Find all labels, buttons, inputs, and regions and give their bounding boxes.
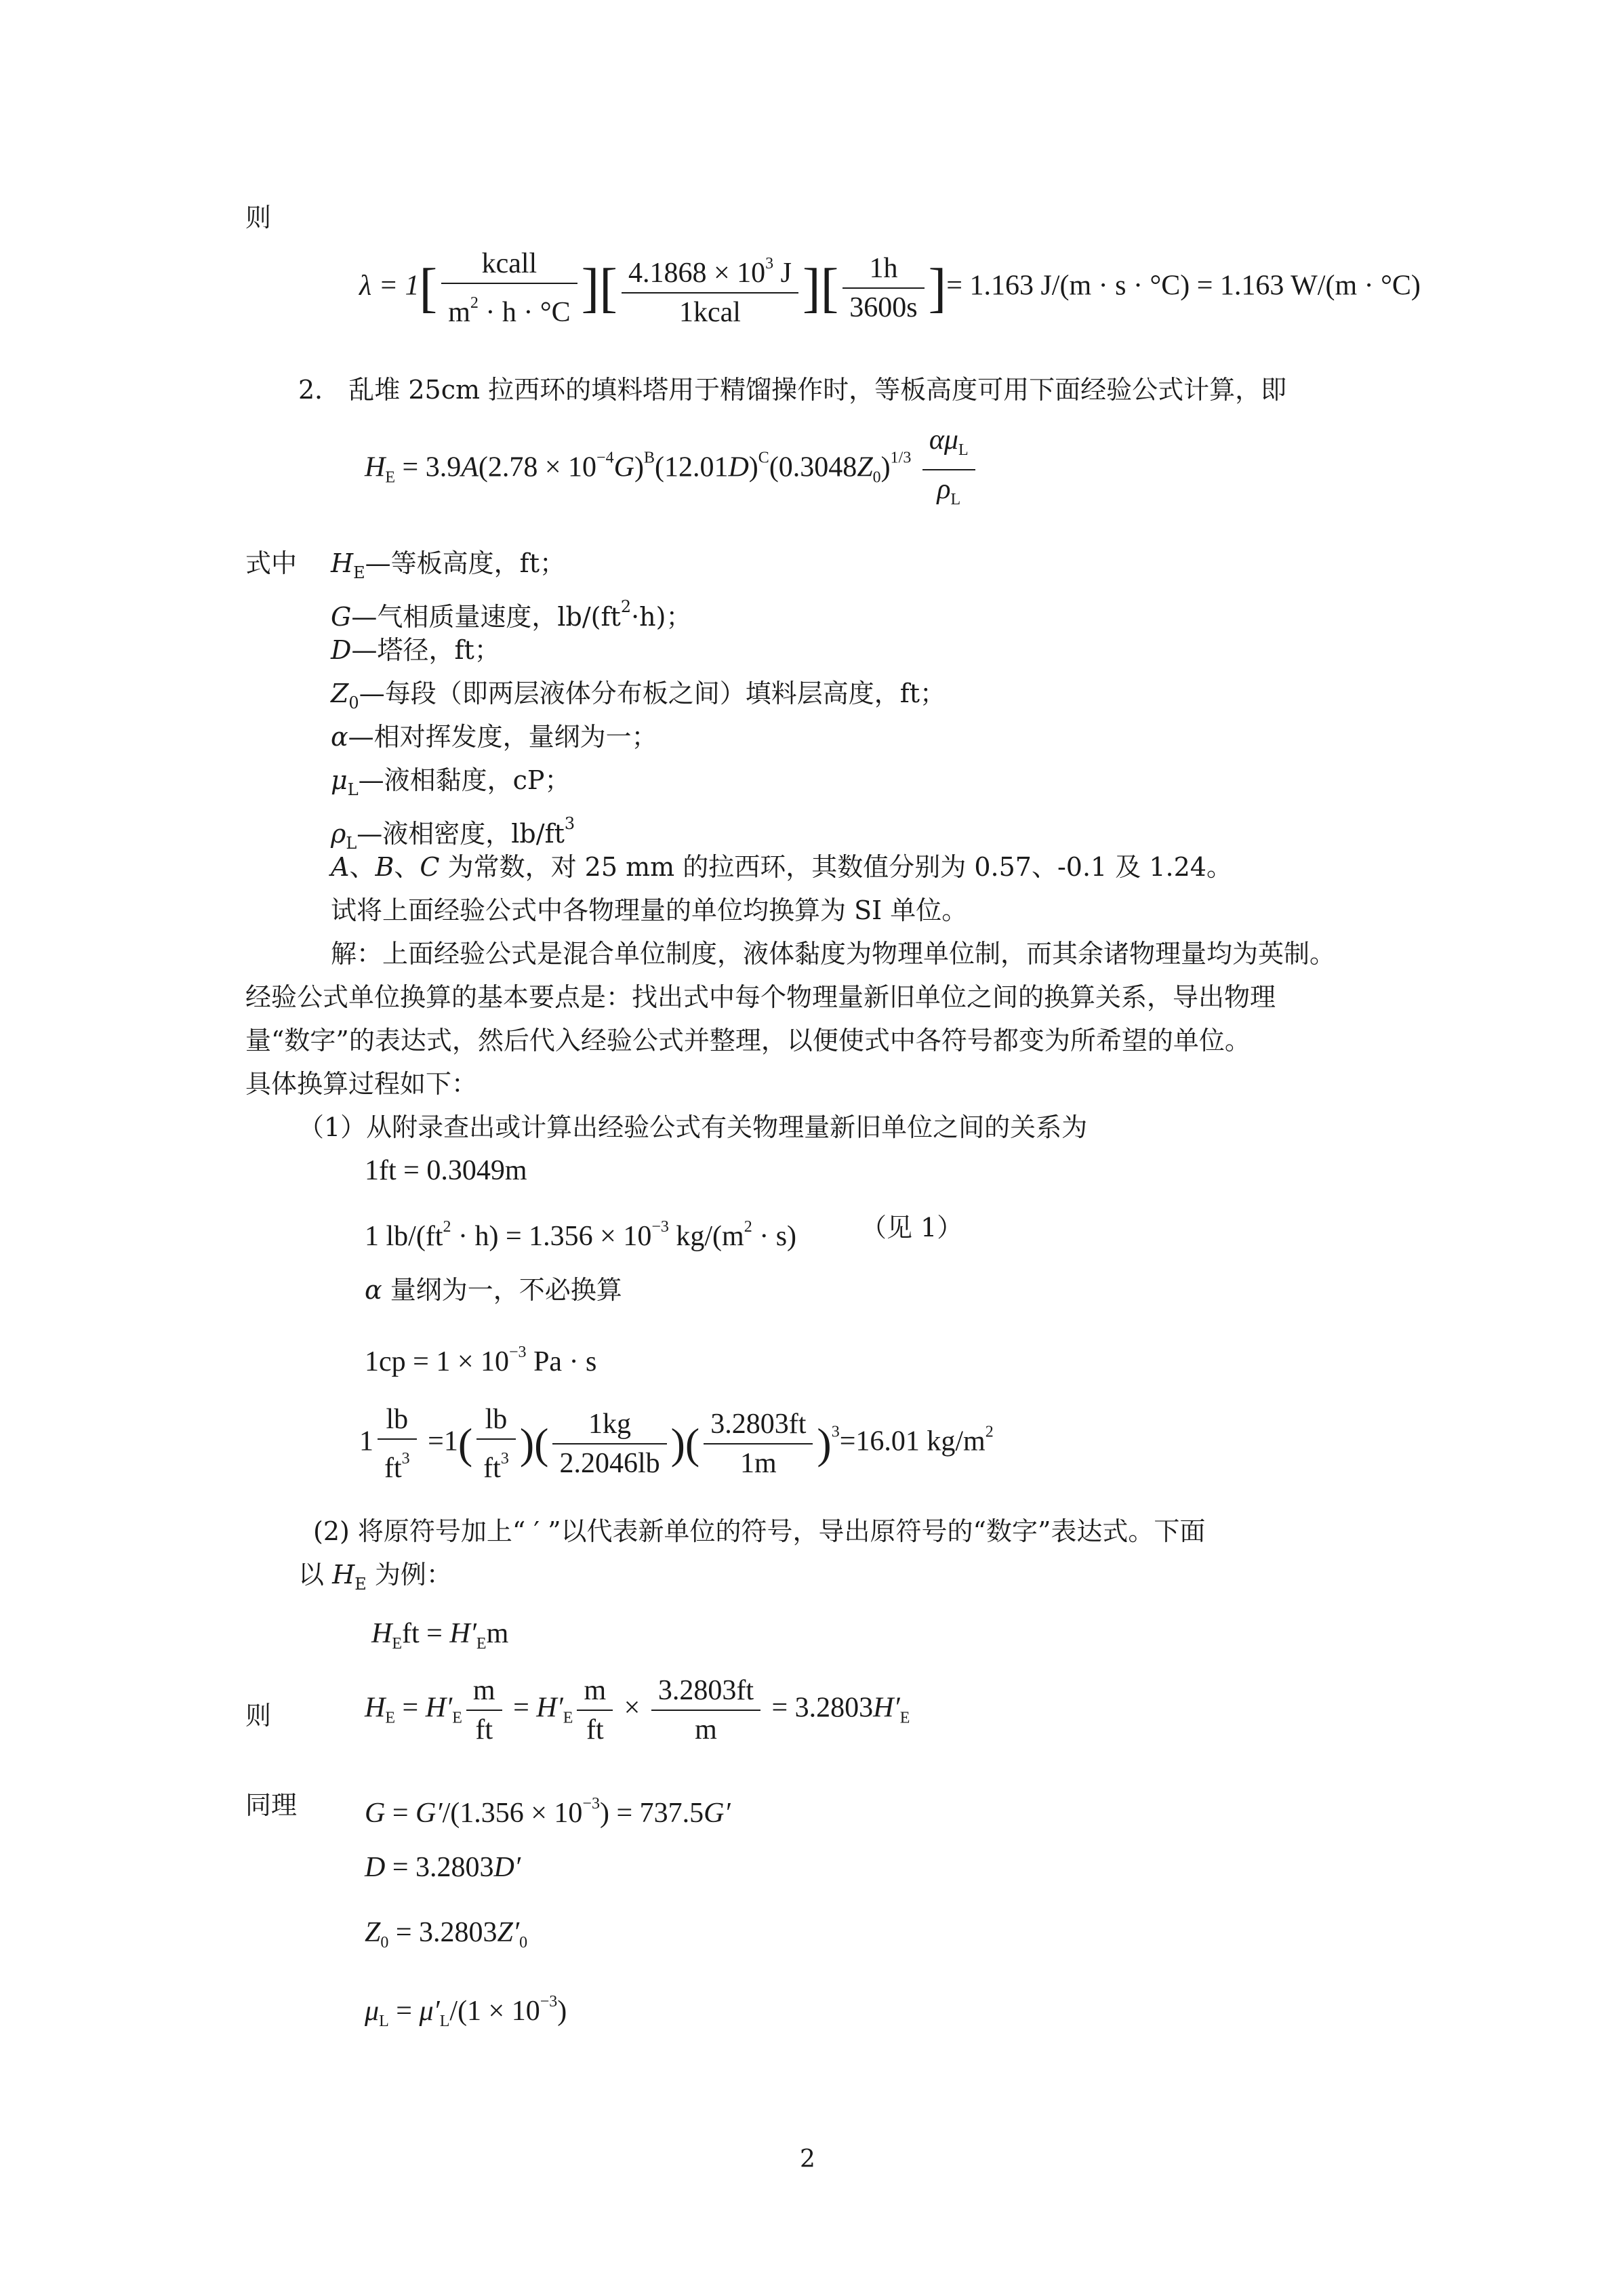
def-he: $H_E—$等板高度，ft； (331, 548, 566, 582)
def-d: D—塔径，ft； (331, 635, 500, 665)
step-2-line-1: (2) 将原符号加上“ ′ ”以代表新单位的符号，导出原符号的“数字”表达式。下面 (313, 1516, 1206, 1546)
eq-he-ft: $H_Eft = H'_Em$ (371, 1618, 509, 1653)
solution-line-3: 量“数字”的表达式，然后代入经验公式并整理，以便使式中各符号都变为所希望的单位。 (245, 1026, 1251, 1055)
def-rho: $\rho_L—$液相密度，$lb/ft^3$ (331, 814, 575, 853)
conv-viscosity: $1cp = 1 \times 10^{-3}$ Pa · s (365, 1343, 597, 1377)
solution-line-2: 经验公式单位换算的基本要点是：找出式中每个物理量新旧单位之间的换算关系，导出物理 (245, 982, 1276, 1012)
constants-abc: A、B、C 为常数，对 25 mm 的拉西环，其数值分别为 0.57、-0.1 及 1.24。 (331, 852, 1232, 882)
eq1-lhs: λ = 1 (359, 270, 420, 302)
def-mu: $\mu_L—$液相黏度，cP； (331, 765, 571, 799)
page-number: 2 (800, 2145, 815, 2173)
conv-alpha: α 量纲为一，不必换算 (365, 1275, 622, 1305)
conv-note: （见 1） (861, 1213, 963, 1242)
eq-he-conversion: $H_E = H'_E$ $\frac{m}{ft}$ = $H'_E$ $\frac{m}{ft}$ × $\frac{3.2803ft}{m}$ = $3.2803H'_E$ (365, 1675, 910, 1745)
eq-g: $G = G'/(1.356 \times 10^{-3}) = 737.5G'$ (365, 1795, 731, 1829)
label-ze-top: 则 (245, 203, 272, 233)
equation-hetp: $H_E = 3.9A(2.78 \times 10^{-4}G)^B(12.01D)^C(0.3048Z_0)^{1/3}$ $\frac{\alpha\mu_L}{\rho_L}$ (365, 424, 979, 516)
step-2-line-2: 以 $H_E$ 为例： (298, 1560, 452, 1594)
step-1-heading: （1）从附录查出或计算出经验公式有关物理量新旧单位之间的关系为 (298, 1112, 1088, 1142)
conv-density: 1 $\frac{lb}{ft^3}$ =1( $\frac{lb}{ft^3}$ )( $\frac{1kg}{2.2046lb}$ )( $\frac{3.2803ft}{1m}$ )$^3$=16.01 $kg/m^2$ (359, 1404, 994, 1484)
where-label: 式中 (245, 548, 298, 578)
def-z0: $Z_0—$每段（即两层液体分布板之间）填料层高度，ft； (331, 679, 946, 712)
def-alpha: α—相对挥发度，量纲为一； (331, 722, 657, 752)
label-ze: 则 (245, 1701, 272, 1731)
solution-line-1: 解：上面经验公式是混合单位制度，液体黏度为物理单位制，而其余诸物理量均为英制。 (331, 939, 1336, 969)
eq-z0: $Z_0 = 3.2803Z'_0$ (365, 1917, 528, 1952)
eq1-frac3: $\frac{1h}{3600s}$ (843, 252, 924, 324)
task-statement: 试将上面经验公式中各物理量的单位均换算为 SI 单位。 (331, 895, 968, 925)
eq-mu: $\mu_L = \mu'_L/(1 \times 10^{-3})$ (365, 1993, 567, 2030)
eq-d: D = 3.2803D′ (365, 1852, 521, 1883)
conv-ft: 1ft = 0.3049m (365, 1155, 527, 1186)
eq2-fraction: $\frac{\alpha\mu_L}{\rho_L}$ (922, 424, 975, 516)
equation-thermal-conductivity: λ = 1[ $\frac{\text{kcall}}{m^2 \cdot h \cdot ^\circ C}$ ][ $\frac{4.1868 \times 10^3 J}{\text{1kcal}}$ ][ $\frac{1h}{3600s}$ ]= 1.163 J/(m · s · °C) = 1.163 W/(m · °C) (359, 248, 1421, 328)
label-tongli: 同理 (245, 1790, 298, 1820)
solution-line-4: 具体换算过程如下： (245, 1069, 478, 1099)
conv-mass-velocity: 1 $lb/(ft^2 \cdot h) = 1.356 \times 10^{-3}$ $kg/(m^2 \cdot s)$ (365, 1218, 797, 1252)
problem-2-statement: 2． 乱堆 25cm 拉西环的填料塔用于精馏操作时，等板高度可用下面经验公式计算，即 (298, 375, 1287, 405)
eq1-frac2: $\frac{4.1868 \times 10^3 J}{\text{1kcal}}$ (622, 247, 798, 329)
eq1-frac1: $\frac{\text{kcall}}{m^2 \cdot h \cdot ^\circ C}$ (441, 247, 577, 329)
eq1-rhs: = 1.163 J/(m · s · °C) = 1.163 W/(m · °C) (946, 270, 1421, 302)
def-g: G—气相质量速度，$lb/(ft^2\cdot h)$； (331, 597, 692, 632)
